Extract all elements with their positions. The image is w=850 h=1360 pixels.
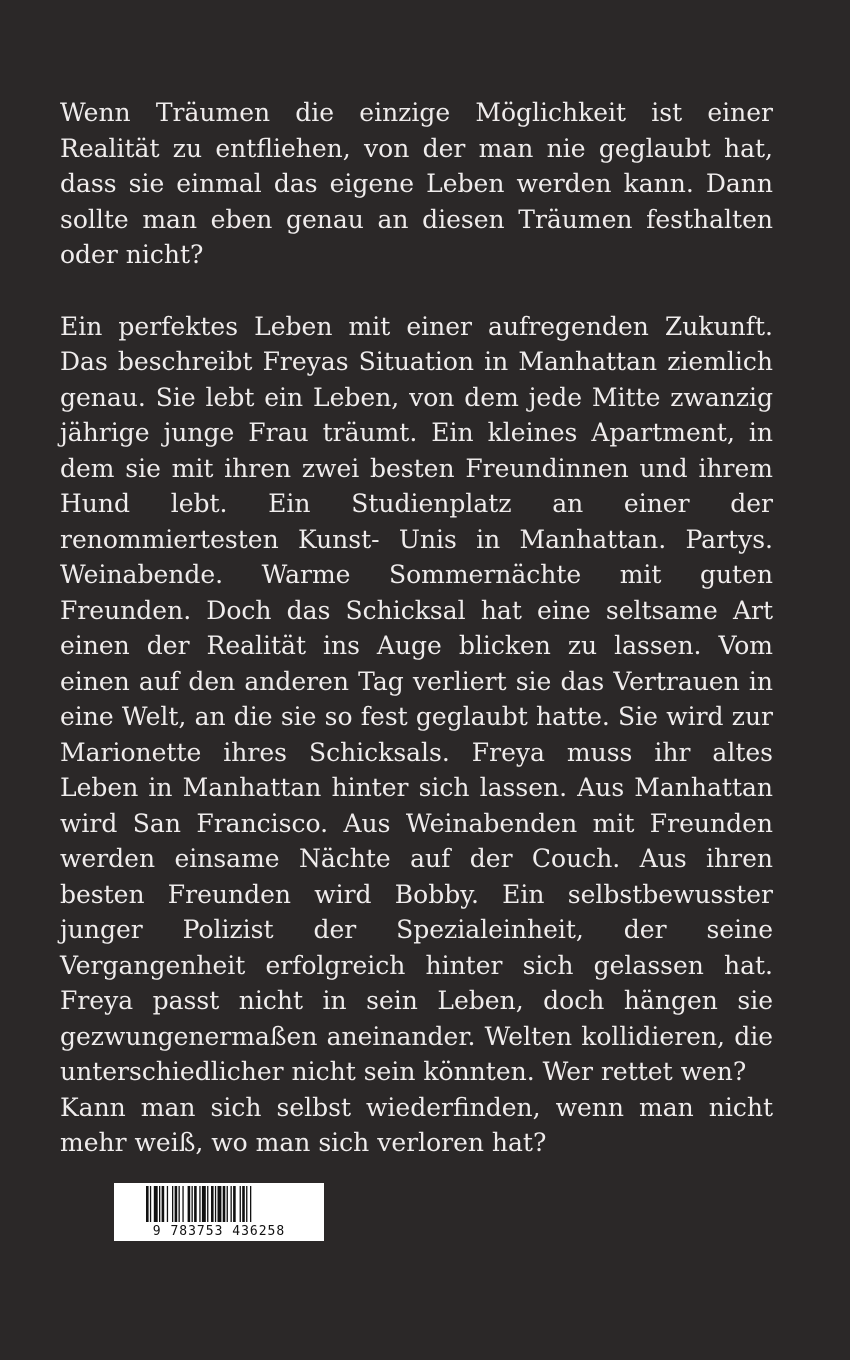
barcode-bar xyxy=(159,1186,160,1222)
barcode-bar xyxy=(242,1186,245,1222)
blurb-paragraph-story: Ein perfektes Leben mit einer aufregenden Zukunft. Das beschreibt Freyas Situation in Manhattan ziemlich genau. Sie lebt ein Leben, von dem jede Mitte zwanzig jährige junge Frau träumt. Ein kleines Apartment, in dem sie mit ihren zwei besten Freundinnen und ihrem Hund lebt. Ein Studienplatz an einer der renommiertesten Kunst- Unis in Manhattan. Partys. Weinabende. Warme Sommernächte mit guten Freunden. Doch das Schicksal hat eine seltsame Art einen der Realität ins Auge blicken zu lassen. Vom einen auf den anderen Tag verliert sie das Vertrauen in eine Welt, an die sie so fest geglaubt hatte. Sie wird zur Marionette ihres Schicksals. Freya muss ihr altes Leben in Manhattan hinter sich lassen. Aus Manhattan wird San Francisco. Aus Weinabenden mit Freunden werden einsame Nächte auf der Couch. Aus ihren besten Freunden wird Bobby. Ein selbstbewusster junger Polizist der Spezialeinheit, der seine Vergangenheit erfolgreich hinter sich gelassen hat. Freya passt nicht in sein Leben, doch hängen sie gezwungenermaßen aneinander. Welten kollidieren, die unterschiedlicher nicht sein könnten. Wer rettet wen? xyxy=(60,311,773,1086)
barcode-bar xyxy=(207,1186,208,1222)
barcode-bar xyxy=(175,1186,178,1222)
isbn-barcode xyxy=(114,1183,324,1241)
barcode-bar xyxy=(233,1186,236,1222)
barcode-bar xyxy=(150,1186,151,1222)
blurb-paragraph-question: Kann man sich selbst wiederfinden, wenn man nicht mehr weiß, wo man sich verloren hat? xyxy=(60,1092,773,1157)
barcode-bar xyxy=(182,1186,183,1222)
barcode-bar xyxy=(240,1186,241,1222)
barcode-bar xyxy=(218,1186,222,1222)
barcode-bar xyxy=(194,1186,197,1222)
barcode-bar xyxy=(250,1186,251,1222)
barcode-bar xyxy=(154,1186,158,1222)
barcode-bar xyxy=(227,1186,228,1222)
blurb-paragraph-intro: Wenn Träumen die einzige Möglichkeit ist einer Realität zu entfliehen, von der man nie geglaubt hat, dass sie einmal das eigene Leben werden kann. Dann sollte man eben genau an diesen Träumen festhalten oder nicht? xyxy=(60,98,773,269)
barcode-bar xyxy=(231,1186,232,1222)
barcode-bar xyxy=(167,1186,168,1222)
barcode-bar xyxy=(162,1186,165,1222)
barcode-bar xyxy=(211,1186,214,1222)
barcode-bar xyxy=(202,1186,206,1222)
barcode-bar xyxy=(199,1186,200,1222)
barcode-bar xyxy=(192,1186,193,1222)
barcode-bar xyxy=(179,1186,180,1222)
barcode-bar xyxy=(223,1186,226,1222)
barcode-bar xyxy=(172,1186,173,1222)
back-cover-blurb xyxy=(60,95,773,1161)
barcode-bar xyxy=(188,1186,191,1222)
barcode-bars xyxy=(144,1186,294,1222)
barcode-bar xyxy=(146,1186,149,1222)
barcode-bar xyxy=(215,1186,216,1222)
barcode-bar xyxy=(246,1186,247,1222)
isbn-digits: 9 783753 436258 xyxy=(152,1224,286,1239)
